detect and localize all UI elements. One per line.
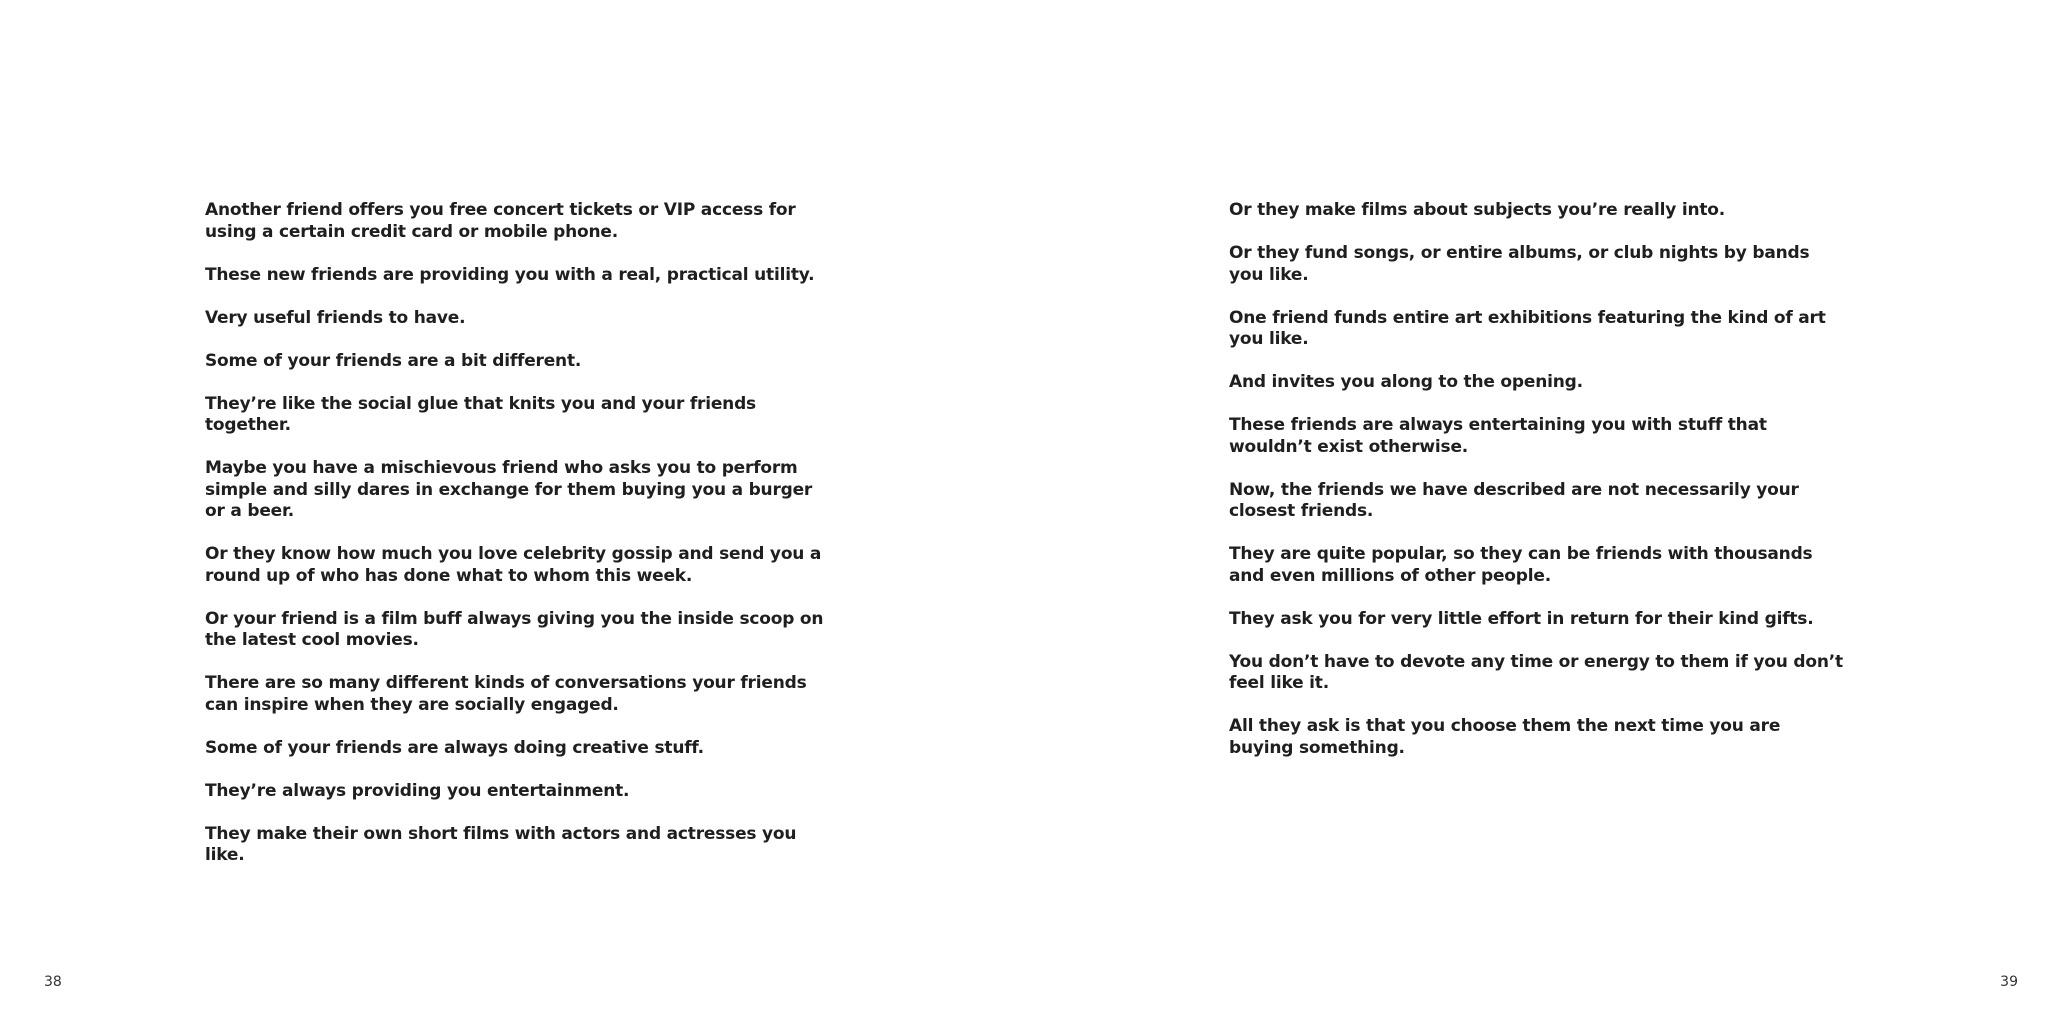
paragraph: They’re always providing you entertainment. [205, 780, 630, 801]
paragraph: Or they know how much you love celebrity gossip and send you a round up of who has done what to whom this week. [205, 544, 822, 586]
right-page [1024, 0, 2048, 1024]
paragraph: All they ask is that you choose them the next time you are buying something. [1229, 716, 1781, 758]
left-page-text [205, 200, 825, 888]
paragraph: These friends are always entertaining you with stuff that wouldn’t exist otherwise. [1229, 415, 1767, 457]
right-page-text [1229, 200, 1849, 781]
paragraph: Some of your friends are a bit different. [205, 350, 582, 371]
paragraph: Now, the friends we have described are not necessarily your closest friends. [1229, 479, 1799, 521]
paragraph: One friend funds entire art exhibitions featuring the kind of art you like. [1229, 307, 1826, 349]
paragraph: These new friends are providing you with a real, practical utility. [205, 264, 815, 285]
paragraph: There are so many different kinds of conversations your friends can inspire when they are socially engaged. [205, 673, 807, 715]
page-number-left: 38 [44, 974, 62, 990]
paragraph: Or they fund songs, or entire albums, or club nights by bands you like. [1229, 243, 1810, 285]
paragraph: They make their own short films with actors and actresses you like. [205, 823, 797, 865]
paragraph: And invites you along to the opening. [1229, 372, 1583, 392]
paragraph: Or your friend is a film buff always giving you the inside scoop on the latest cool movies. [205, 608, 824, 650]
paragraph: You don’t have to devote any time or energy to them if you don’t feel like it. [1229, 651, 1843, 693]
paragraph: They ask you for very little effort in return for their kind gifts. [1229, 608, 1814, 629]
paragraph: Another friend offers you free concert tickets or VIP access for using a certain credit card or mobile phone. [205, 200, 796, 242]
paragraph: They are quite popular, so they can be friends with thousands and even millions of other people. [1229, 544, 1813, 586]
paragraph: They’re like the social glue that knits you and your friends together. [205, 393, 756, 435]
paragraph: Or they make films about subjects you’re really into. [1229, 200, 1726, 220]
paragraph: Some of your friends are always doing creative stuff. [205, 737, 704, 758]
paragraph: Very useful friends to have. [205, 307, 466, 328]
paragraph: Maybe you have a mischievous friend who asks you to perform simple and silly dares in exchange for them buying you a burger or a beer. [205, 458, 813, 521]
page-number-right: 39 [2000, 974, 2018, 990]
